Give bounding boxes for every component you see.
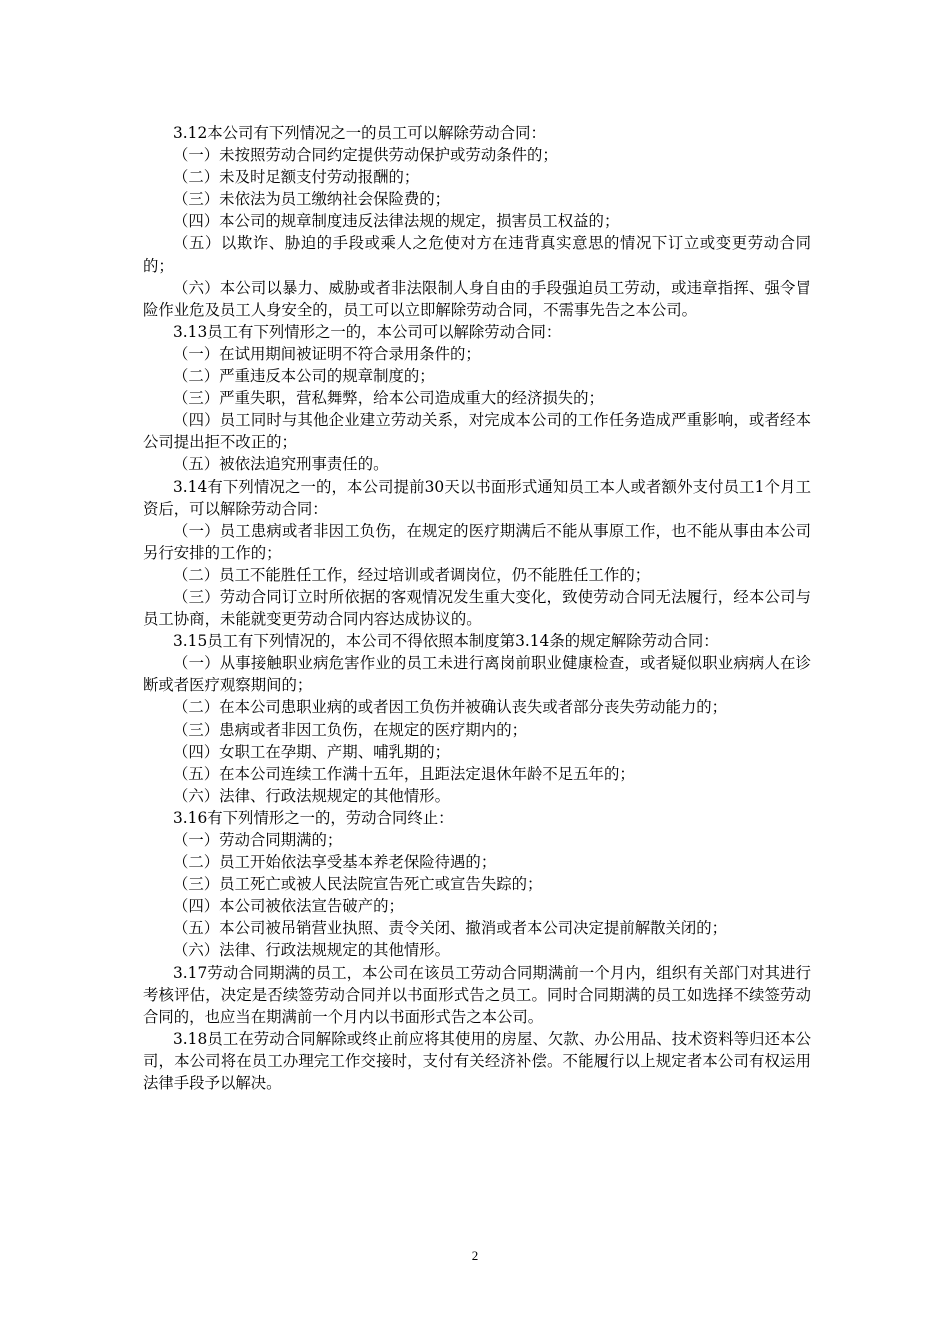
clause-3-17: 3.17劳动合同期满的员工，本公司在该员工劳动合同期满前一个月内，组织有关部门对其进行考核评估，决定是否续签劳动合同并以书面形式告之员工。同时合同期满的员工如选择不续签劳动合同的，也应当在期满前一个月内以书面形式告之本公司。 bbox=[143, 963, 811, 1026]
clause-3-12-item-6: （六）本公司以暴力、威胁或者非法限制人身自由的手段强迫员工劳动，或违章指挥、强令冒险作业危及员工人身安全的，员工可以立即解除劳动合同，不需事先告之本公司。 bbox=[143, 278, 811, 319]
clause-3-16-item-2: （二）员工开始依法享受基本养老保险待遇的； bbox=[173, 853, 497, 872]
clause-3-15-item-4: （四）女职工在孕期、产期、哺乳期的； bbox=[173, 742, 451, 761]
clause-3-16-item-5: （五）本公司被吊销营业执照、责令关闭、撤消或者本公司决定提前解散关闭的； bbox=[173, 919, 728, 938]
clause-3-13: 3.13员工有下列情形之一的，本公司可以解除劳动合同： bbox=[173, 322, 562, 341]
clause-3-14: 3.14有下列情况之一的，本公司提前30天以书面形式通知员工本人或者额外支付员工1个月工资后，可以解除劳动合同： bbox=[143, 477, 811, 518]
clause-3-12-item-4: （四）本公司的规章制度违反法律法规的规定，损害员工权益的； bbox=[173, 212, 620, 231]
clause-3-15-item-6: （六）法律、行政法规规定的其他情形。 bbox=[173, 786, 451, 805]
clause-3-13-item-2: （二）严重违反本公司的规章制度的； bbox=[173, 367, 435, 386]
clause-3-12-item-3: （三）未依法为员工缴纳社会保险费的； bbox=[173, 190, 451, 209]
clause-3-15-item-2: （二）在本公司患职业病的或者因工负伤并被确认丧失或者部分丧失劳动能力的； bbox=[173, 698, 728, 717]
clause-3-16-item-4: （四）本公司被依法宣告破产的； bbox=[173, 897, 404, 916]
clause-3-15-item-3: （三）患病或者非因工负伤，在规定的医疗期内的； bbox=[173, 720, 527, 739]
clause-3-18: 3.18员工在劳动合同解除或终止前应将其使用的房屋、欠款、办公用品、技术资料等归还本公司，本公司将在员工办理完工作交接时，支付有关经济补偿。不能履行以上规定者本公司有权运用法律手段予以解决。 bbox=[143, 1029, 811, 1093]
clause-3-12: 3.12本公司有下列情况之一的员工可以解除劳动合同： bbox=[173, 124, 546, 142]
clause-3-14-item-3: （三）劳动合同订立时所依据的客观情况发生重大变化，致使劳动合同无法履行，经本公司与员工协商，未能就变更劳动合同内容达成协议的。 bbox=[143, 587, 811, 629]
clause-3-16-item-3: （三）员工死亡或被人民法院宣告死亡或宣告失踪的； bbox=[173, 875, 543, 894]
clause-3-16-item-6: （六）法律、行政法规规定的其他情形。 bbox=[173, 941, 451, 960]
clause-3-16: 3.16有下列情形之一的，劳动合同终止： bbox=[173, 808, 454, 827]
clause-3-12-item-1: （一）未按照劳动合同约定提供劳动保护或劳动条件的； bbox=[173, 146, 558, 165]
clause-3-13-item-5: （五）被依法追究刑事责任的。 bbox=[173, 455, 389, 474]
clause-3-15-item-1: （一）从事接触职业病危害作业的员工未进行离岗前职业健康检查，或者疑似职业病病人在诊断或者医疗观察期间的； bbox=[143, 654, 811, 695]
clause-3-13-item-1: （一）在试用期间被证明不符合录用条件的； bbox=[173, 344, 481, 363]
page-number: 2 bbox=[471, 1248, 479, 1263]
clause-3-13-item-3: （三）严重失职，营私舞弊，给本公司造成重大的经济损失的； bbox=[173, 389, 604, 408]
clause-3-15-item-5: （五）在本公司连续工作满十五年，且距法定退休年龄不足五年的； bbox=[173, 764, 635, 783]
document-body bbox=[143, 122, 811, 1094]
clause-3-14-item-2: （二）员工不能胜任工作，经过培训或者调岗位，仍不能胜任工作的； bbox=[173, 565, 651, 584]
clause-3-14-item-1: （一）员工患病或者非因工负伤，在规定的医疗期满后不能从事原工作，也不能从事由本公司另行安排的工作的； bbox=[143, 521, 811, 562]
clause-3-13-item-4: （四）员工同时与其他企业建立劳动关系，对完成本公司的工作任务造成严重影响，或者经本公司提出拒不改正的； bbox=[143, 411, 811, 452]
clause-3-12-item-2: （二）未及时足额支付劳动报酬的； bbox=[173, 168, 420, 187]
clause-3-15: 3.15员工有下列情况的，本公司不得依照本制度第3.14条的规定解除劳动合同： bbox=[173, 632, 719, 651]
clause-3-12-item-5: （五）以欺诈、胁迫的手段或乘人之危使对方在违背真实意思的情况下订立或变更劳动合同的； bbox=[143, 234, 811, 275]
clause-3-16-item-1: （一）劳动合同期满的； bbox=[173, 831, 343, 849]
